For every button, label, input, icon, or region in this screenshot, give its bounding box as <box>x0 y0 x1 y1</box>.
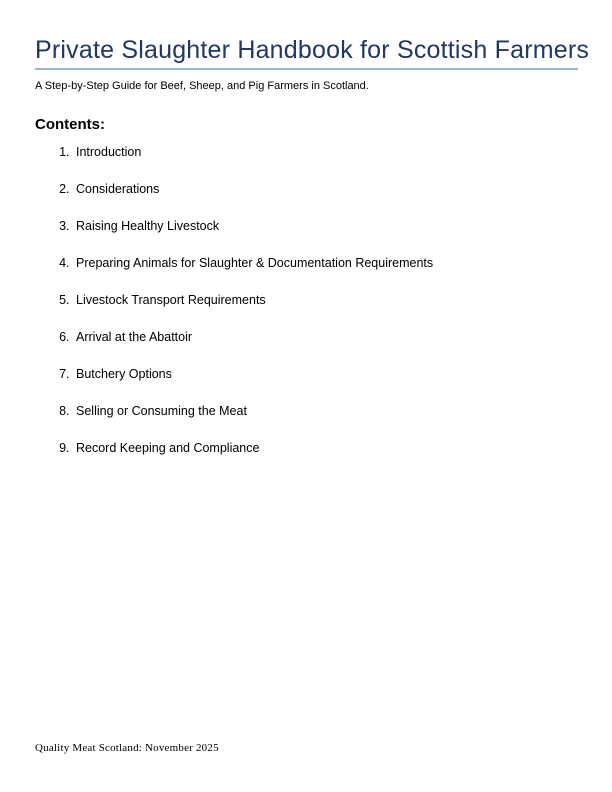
toc-item: 9. Record Keeping and Compliance <box>73 440 578 456</box>
document-subtitle: A Step-by-Step Guide for Beef, Sheep, and Pig Farmers in Scotland. <box>35 80 369 92</box>
toc-item: 3. Raising Healthy Livestock <box>73 218 578 234</box>
toc-item: 4. Preparing Animals for Slaughter & Documentation Requirements <box>73 255 578 271</box>
footer-text: Quality Meat Scotland: November 2025 <box>35 742 219 754</box>
toc-item: 8. Selling or Consuming the Meat <box>73 403 578 419</box>
contents-heading: Contents: <box>35 116 105 133</box>
toc-item: 5. Livestock Transport Requirements <box>73 292 578 308</box>
toc-item: 6. Arrival at the Abattoir <box>73 329 578 345</box>
document-title: Private Slaughter Handbook for Scottish Farmers <box>35 36 578 70</box>
document-content <box>35 0 590 477</box>
toc-item: 7. Butchery Options <box>73 366 578 382</box>
toc-item: 2. Considerations <box>73 181 578 197</box>
table-of-contents <box>35 144 578 456</box>
toc-item: 1. Introduction <box>73 144 578 160</box>
